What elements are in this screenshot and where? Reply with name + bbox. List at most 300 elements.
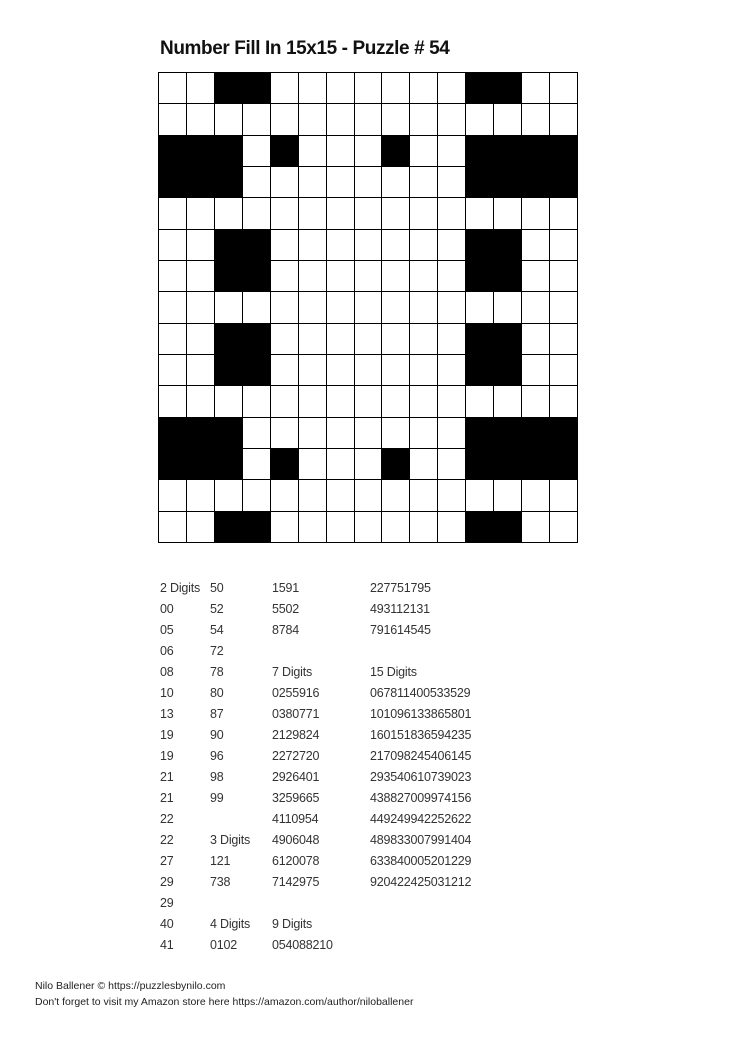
grid-cell-black	[550, 167, 578, 198]
grid-cell-empty[interactable]	[410, 230, 438, 261]
grid-cell-black	[522, 449, 550, 480]
grid-cell-black	[550, 449, 578, 480]
grid-cell-empty[interactable]	[522, 386, 550, 417]
grid-cell-empty[interactable]	[522, 198, 550, 229]
word-entry: 1591	[272, 581, 300, 595]
grid-cell-black	[243, 73, 271, 104]
grid-cell-empty[interactable]	[382, 418, 410, 449]
grid-cell-empty[interactable]	[187, 480, 215, 511]
grid-cell-empty[interactable]	[494, 386, 522, 417]
grid-cell-empty[interactable]	[550, 73, 578, 104]
grid-cell-empty[interactable]	[438, 324, 466, 355]
grid-cell-empty[interactable]	[243, 292, 271, 323]
grid-cell-empty[interactable]	[327, 292, 355, 323]
grid-cell-empty[interactable]	[215, 480, 243, 511]
grid-cell-empty[interactable]	[299, 418, 327, 449]
grid-cell-empty[interactable]	[438, 449, 466, 480]
word-list-column-3	[272, 578, 333, 956]
grid-cell-empty[interactable]	[327, 73, 355, 104]
word-group-heading: 7 Digits	[272, 665, 313, 679]
word-entry: 21	[160, 791, 174, 805]
grid-cell-empty[interactable]	[438, 355, 466, 386]
grid-cell-empty[interactable]	[299, 261, 327, 292]
grid-cell-black	[215, 355, 243, 386]
grid-cell-empty[interactable]	[494, 480, 522, 511]
word-entry: 0102	[210, 938, 238, 952]
grid-cell-black	[243, 355, 271, 386]
grid-cell-empty[interactable]	[243, 198, 271, 229]
word-entry: 489833007991404	[370, 833, 472, 847]
grid-cell-black	[494, 136, 522, 167]
grid-cell-black	[271, 449, 299, 480]
grid-cell-empty[interactable]	[243, 104, 271, 135]
grid-cell-empty[interactable]	[271, 292, 299, 323]
grid-cell-black	[494, 449, 522, 480]
word-entry: 633840005201229	[370, 854, 472, 868]
grid-cell-empty[interactable]	[522, 480, 550, 511]
grid-cell-empty[interactable]	[382, 73, 410, 104]
grid-cell-empty[interactable]	[522, 230, 550, 261]
word-entry: 06	[160, 644, 174, 658]
grid-cell-empty[interactable]	[327, 230, 355, 261]
grid-cell-empty[interactable]	[355, 73, 383, 104]
grid-cell-empty[interactable]	[550, 324, 578, 355]
word-entry: 52	[210, 602, 224, 616]
grid-cell-empty[interactable]	[438, 386, 466, 417]
grid-cell-empty[interactable]	[299, 104, 327, 135]
grid-cell-black	[187, 136, 215, 167]
grid-cell-empty[interactable]	[438, 480, 466, 511]
grid-cell-empty[interactable]	[494, 198, 522, 229]
grid-cell-empty[interactable]	[438, 230, 466, 261]
word-entry: 96	[210, 749, 224, 763]
word-group-heading: 9 Digits	[272, 917, 313, 931]
grid-cell-empty[interactable]	[410, 73, 438, 104]
grid-cell-empty[interactable]	[550, 512, 578, 543]
grid-cell-empty[interactable]	[271, 418, 299, 449]
word-entry: 2272720	[272, 749, 320, 763]
word-entry: 19	[160, 749, 174, 763]
grid-cell-black	[494, 230, 522, 261]
grid-cell-empty[interactable]	[327, 104, 355, 135]
grid-cell-empty[interactable]	[187, 386, 215, 417]
grid-cell-empty[interactable]	[187, 230, 215, 261]
word-entry: 493112131	[370, 602, 430, 616]
word-entry: 2129824	[272, 728, 320, 742]
grid-cell-empty[interactable]	[466, 386, 494, 417]
word-entry: 22	[160, 812, 174, 826]
grid-cell-empty[interactable]	[438, 261, 466, 292]
grid-cell-empty[interactable]	[494, 292, 522, 323]
word-entry: 08	[160, 665, 174, 679]
grid-cell-empty[interactable]	[159, 198, 187, 229]
grid-cell-empty[interactable]	[522, 355, 550, 386]
grid-cell-empty[interactable]	[466, 480, 494, 511]
grid-cell-black	[243, 512, 271, 543]
word-list-column-1	[160, 578, 200, 956]
grid-cell-black	[494, 355, 522, 386]
word-entry: 0255916	[272, 686, 320, 700]
grid-cell-empty[interactable]	[522, 261, 550, 292]
grid-cell-empty[interactable]	[355, 198, 383, 229]
grid-cell-empty[interactable]	[410, 449, 438, 480]
grid-cell-empty[interactable]	[410, 386, 438, 417]
grid-cell-black	[466, 73, 494, 104]
grid-cell-empty[interactable]	[410, 324, 438, 355]
word-entry: 87	[210, 707, 224, 721]
grid-cell-empty[interactable]	[355, 261, 383, 292]
word-group-heading: 3 Digits	[210, 833, 251, 847]
word-entry: 227751795	[370, 581, 431, 595]
grid-cell-empty[interactable]	[159, 324, 187, 355]
word-entry: 293540610739023	[370, 770, 472, 784]
word-group-heading: 4 Digits	[210, 917, 251, 931]
grid-cell-empty[interactable]	[410, 167, 438, 198]
grid-cell-black	[187, 449, 215, 480]
grid-cell-empty[interactable]	[550, 480, 578, 511]
grid-cell-empty[interactable]	[438, 418, 466, 449]
word-entry: 29	[160, 896, 174, 910]
grid-cell-empty[interactable]	[159, 292, 187, 323]
grid-cell-empty[interactable]	[271, 104, 299, 135]
grid-cell-black	[187, 418, 215, 449]
grid-cell-empty[interactable]	[215, 104, 243, 135]
grid-cell-black	[466, 167, 494, 198]
grid-cell-black	[215, 449, 243, 480]
word-entry: 101096133865801	[370, 707, 472, 721]
grid-cell-empty[interactable]	[187, 324, 215, 355]
grid-cell-empty[interactable]	[243, 480, 271, 511]
grid-cell-empty[interactable]	[299, 480, 327, 511]
word-entry: 80	[210, 686, 224, 700]
word-entry: 8784	[272, 623, 300, 637]
grid-cell-empty[interactable]	[382, 292, 410, 323]
grid-cell-black	[243, 230, 271, 261]
word-group-heading: 15 Digits	[370, 665, 417, 679]
grid-cell-empty[interactable]	[187, 292, 215, 323]
word-group-heading: 2 Digits	[160, 581, 201, 595]
copyright-line: Nilo Ballener © https://puzzlesbynilo.com	[35, 980, 226, 992]
grid-cell-empty[interactable]	[410, 418, 438, 449]
grid-cell-empty[interactable]	[410, 261, 438, 292]
grid-cell-empty[interactable]	[187, 73, 215, 104]
grid-cell-empty[interactable]	[522, 324, 550, 355]
grid-cell-black	[215, 418, 243, 449]
word-entry: 920422425031212	[370, 875, 472, 889]
word-entry: 5502	[272, 602, 300, 616]
grid-cell-empty[interactable]	[327, 136, 355, 167]
word-entry: 22	[160, 833, 174, 847]
grid-cell-black	[466, 355, 494, 386]
grid-cell-empty[interactable]	[299, 198, 327, 229]
grid-cell-empty[interactable]	[522, 292, 550, 323]
grid-cell-black	[522, 136, 550, 167]
grid-cell-empty[interactable]	[327, 324, 355, 355]
grid-cell-empty[interactable]	[355, 167, 383, 198]
word-entry: 90	[210, 728, 224, 742]
grid-cell-empty[interactable]	[438, 292, 466, 323]
word-entry	[370, 641, 471, 662]
grid-cell-empty[interactable]	[327, 386, 355, 417]
grid-cell-empty[interactable]	[187, 355, 215, 386]
grid-cell-empty[interactable]	[550, 230, 578, 261]
grid-cell-empty[interactable]	[271, 324, 299, 355]
word-entry: 121	[210, 854, 231, 868]
grid-cell-black	[215, 73, 243, 104]
puzzle-title: Number Fill In 15x15 - Puzzle # 54	[160, 38, 450, 59]
grid-cell-black	[243, 324, 271, 355]
grid-cell-empty[interactable]	[271, 230, 299, 261]
grid-cell-empty[interactable]	[187, 512, 215, 543]
grid-cell-empty[interactable]	[522, 512, 550, 543]
grid-cell-empty[interactable]	[382, 167, 410, 198]
grid-cell-empty[interactable]	[382, 261, 410, 292]
grid-cell-empty[interactable]	[243, 167, 271, 198]
grid-cell-empty[interactable]	[327, 449, 355, 480]
grid-cell-empty[interactable]	[466, 292, 494, 323]
grid-cell-empty[interactable]	[271, 261, 299, 292]
grid-cell-empty[interactable]	[382, 512, 410, 543]
grid-cell-empty[interactable]	[550, 104, 578, 135]
grid-cell-empty[interactable]	[299, 136, 327, 167]
grid-cell-empty[interactable]	[271, 355, 299, 386]
grid-cell-black	[243, 261, 271, 292]
grid-cell-empty[interactable]	[327, 418, 355, 449]
word-entry	[272, 893, 333, 914]
grid-cell-empty[interactable]	[299, 230, 327, 261]
word-entry: 98	[210, 770, 224, 784]
word-entry: 791614545	[370, 623, 431, 637]
grid-cell-empty[interactable]	[438, 512, 466, 543]
grid-cell-empty[interactable]	[355, 104, 383, 135]
grid-cell-empty[interactable]	[187, 261, 215, 292]
word-entry: 21	[160, 770, 174, 784]
grid-cell-black	[494, 418, 522, 449]
grid-cell-black	[522, 418, 550, 449]
word-entry: 05	[160, 623, 174, 637]
grid-cell-empty[interactable]	[271, 512, 299, 543]
word-entry: 41	[160, 938, 174, 952]
grid-cell-empty[interactable]	[522, 73, 550, 104]
grid-cell-empty[interactable]	[271, 167, 299, 198]
grid-cell-black	[215, 136, 243, 167]
grid-cell-black	[466, 136, 494, 167]
grid-cell-empty[interactable]	[382, 324, 410, 355]
grid-cell-empty[interactable]	[215, 198, 243, 229]
grid-cell-empty[interactable]	[494, 104, 522, 135]
grid-cell-empty[interactable]	[382, 230, 410, 261]
grid-cell-empty[interactable]	[327, 480, 355, 511]
grid-cell-black	[187, 167, 215, 198]
grid-cell-empty[interactable]	[327, 261, 355, 292]
grid-cell-black	[494, 167, 522, 198]
grid-cell-black	[466, 230, 494, 261]
word-entry: 78	[210, 665, 224, 679]
word-list-column-4	[370, 578, 471, 893]
word-entry: 3259665	[272, 791, 320, 805]
grid-cell-empty[interactable]	[299, 512, 327, 543]
grid-cell-empty[interactable]	[299, 292, 327, 323]
grid-cell-empty[interactable]	[410, 198, 438, 229]
word-entry	[210, 809, 250, 830]
word-entry: 50	[210, 581, 224, 595]
grid-cell-empty[interactable]	[187, 104, 215, 135]
grid-cell-empty[interactable]	[550, 386, 578, 417]
grid-cell-empty[interactable]	[382, 355, 410, 386]
word-entry: 4906048	[272, 833, 320, 847]
word-entry: 27	[160, 854, 174, 868]
grid-cell-empty[interactable]	[438, 198, 466, 229]
grid-cell-empty[interactable]	[159, 230, 187, 261]
grid-cell-empty[interactable]	[550, 292, 578, 323]
grid-cell-empty[interactable]	[382, 104, 410, 135]
grid-cell-empty[interactable]	[438, 104, 466, 135]
grid-cell-black	[159, 418, 187, 449]
grid-cell-empty[interactable]	[382, 480, 410, 511]
word-entry	[272, 641, 333, 662]
grid-cell-empty[interactable]	[187, 198, 215, 229]
grid-cell-empty[interactable]	[355, 324, 383, 355]
grid-cell-black	[522, 167, 550, 198]
word-entry: 6120078	[272, 854, 320, 868]
grid-cell-empty[interactable]	[382, 198, 410, 229]
word-entry: 449249942252622	[370, 812, 472, 826]
grid-cell-empty[interactable]	[159, 261, 187, 292]
grid-cell-black	[215, 324, 243, 355]
word-entry: 217098245406145	[370, 749, 472, 763]
grid-cell-empty[interactable]	[410, 136, 438, 167]
grid-cell-empty[interactable]	[466, 104, 494, 135]
grid-cell-empty[interactable]	[355, 512, 383, 543]
grid-cell-black	[494, 324, 522, 355]
grid-cell-empty[interactable]	[215, 386, 243, 417]
word-entry: 738	[210, 875, 231, 889]
grid-cell-black	[494, 261, 522, 292]
grid-cell-black	[494, 73, 522, 104]
grid-cell-empty[interactable]	[215, 292, 243, 323]
grid-cell-black	[466, 512, 494, 543]
grid-cell-black	[494, 512, 522, 543]
grid-cell-black	[215, 261, 243, 292]
grid-cell-empty[interactable]	[382, 386, 410, 417]
grid-cell-empty[interactable]	[438, 136, 466, 167]
grid-cell-empty[interactable]	[271, 73, 299, 104]
grid-cell-black	[466, 418, 494, 449]
grid-cell-empty[interactable]	[159, 355, 187, 386]
word-entry: 7142975	[272, 875, 320, 889]
word-entry: 0380771	[272, 707, 320, 721]
grid-cell-empty[interactable]	[355, 449, 383, 480]
grid-cell-empty[interactable]	[438, 167, 466, 198]
grid-cell-empty[interactable]	[299, 73, 327, 104]
grid-cell-empty[interactable]	[271, 198, 299, 229]
grid-cell-empty[interactable]	[299, 355, 327, 386]
grid-cell-empty[interactable]	[355, 386, 383, 417]
grid-cell-empty[interactable]	[327, 167, 355, 198]
word-entry: 99	[210, 791, 224, 805]
word-entry: 4110954	[272, 812, 319, 826]
grid-cell-empty[interactable]	[550, 355, 578, 386]
grid-cell-black	[159, 449, 187, 480]
grid-cell-black	[215, 167, 243, 198]
grid-cell-empty[interactable]	[243, 418, 271, 449]
grid-cell-empty[interactable]	[159, 104, 187, 135]
grid-cell-empty[interactable]	[327, 198, 355, 229]
word-list-column-2	[210, 578, 250, 956]
grid-cell-empty[interactable]	[243, 136, 271, 167]
word-entry: 00	[160, 602, 174, 616]
grid-cell-empty[interactable]	[355, 136, 383, 167]
grid-cell-black	[382, 449, 410, 480]
word-entry: 19	[160, 728, 174, 742]
grid-cell-empty[interactable]	[327, 512, 355, 543]
grid-cell-empty[interactable]	[355, 355, 383, 386]
grid-cell-black	[159, 167, 187, 198]
footer	[35, 978, 413, 1010]
grid-cell-black	[550, 418, 578, 449]
grid-cell-black	[466, 324, 494, 355]
grid-cell-empty[interactable]	[355, 230, 383, 261]
grid-cell-black	[466, 261, 494, 292]
grid-cell-black	[382, 136, 410, 167]
grid-cell-empty[interactable]	[355, 292, 383, 323]
grid-cell-empty[interactable]	[550, 198, 578, 229]
puzzle-grid	[158, 72, 578, 543]
grid-cell-empty[interactable]	[410, 104, 438, 135]
grid-cell-empty[interactable]	[410, 512, 438, 543]
grid-cell-black	[215, 230, 243, 261]
grid-cell-black	[466, 449, 494, 480]
grid-cell-empty[interactable]	[243, 449, 271, 480]
grid-cell-empty[interactable]	[355, 418, 383, 449]
word-entry: 72	[210, 644, 224, 658]
grid-cell-black	[159, 136, 187, 167]
grid-cell-empty[interactable]	[550, 261, 578, 292]
grid-cell-empty[interactable]	[271, 480, 299, 511]
grid-cell-empty[interactable]	[159, 480, 187, 511]
grid-cell-black	[550, 136, 578, 167]
word-entry: 40	[160, 917, 174, 931]
grid-cell-empty[interactable]	[466, 198, 494, 229]
grid-cell-empty[interactable]	[299, 449, 327, 480]
word-entry: 160151836594235	[370, 728, 472, 742]
grid-cell-empty[interactable]	[243, 386, 271, 417]
store-link-line: Don't forget to visit my Amazon store here https://amazon.com/author/niloballener	[35, 996, 414, 1008]
word-entry	[210, 893, 250, 914]
grid-cell-empty[interactable]	[299, 386, 327, 417]
word-entry: 10	[160, 686, 174, 700]
word-entry: 29	[160, 875, 174, 889]
grid-cell-empty[interactable]	[410, 480, 438, 511]
word-entry: 067811400533529	[370, 686, 471, 700]
grid-cell-empty[interactable]	[355, 480, 383, 511]
word-entry: 2926401	[272, 770, 320, 784]
word-entry: 13	[160, 707, 174, 721]
grid-cell-empty[interactable]	[438, 73, 466, 104]
grid-cell-empty[interactable]	[159, 386, 187, 417]
grid-cell-empty[interactable]	[410, 292, 438, 323]
grid-cell-empty[interactable]	[159, 512, 187, 543]
grid-cell-empty[interactable]	[271, 386, 299, 417]
grid-cell-empty[interactable]	[410, 355, 438, 386]
grid-cell-empty[interactable]	[159, 73, 187, 104]
grid-cell-empty[interactable]	[299, 167, 327, 198]
grid-cell-empty[interactable]	[299, 324, 327, 355]
grid-cell-empty[interactable]	[522, 104, 550, 135]
grid-cell-empty[interactable]	[327, 355, 355, 386]
word-entry: 054088210	[272, 938, 333, 952]
grid-cell-black	[215, 512, 243, 543]
